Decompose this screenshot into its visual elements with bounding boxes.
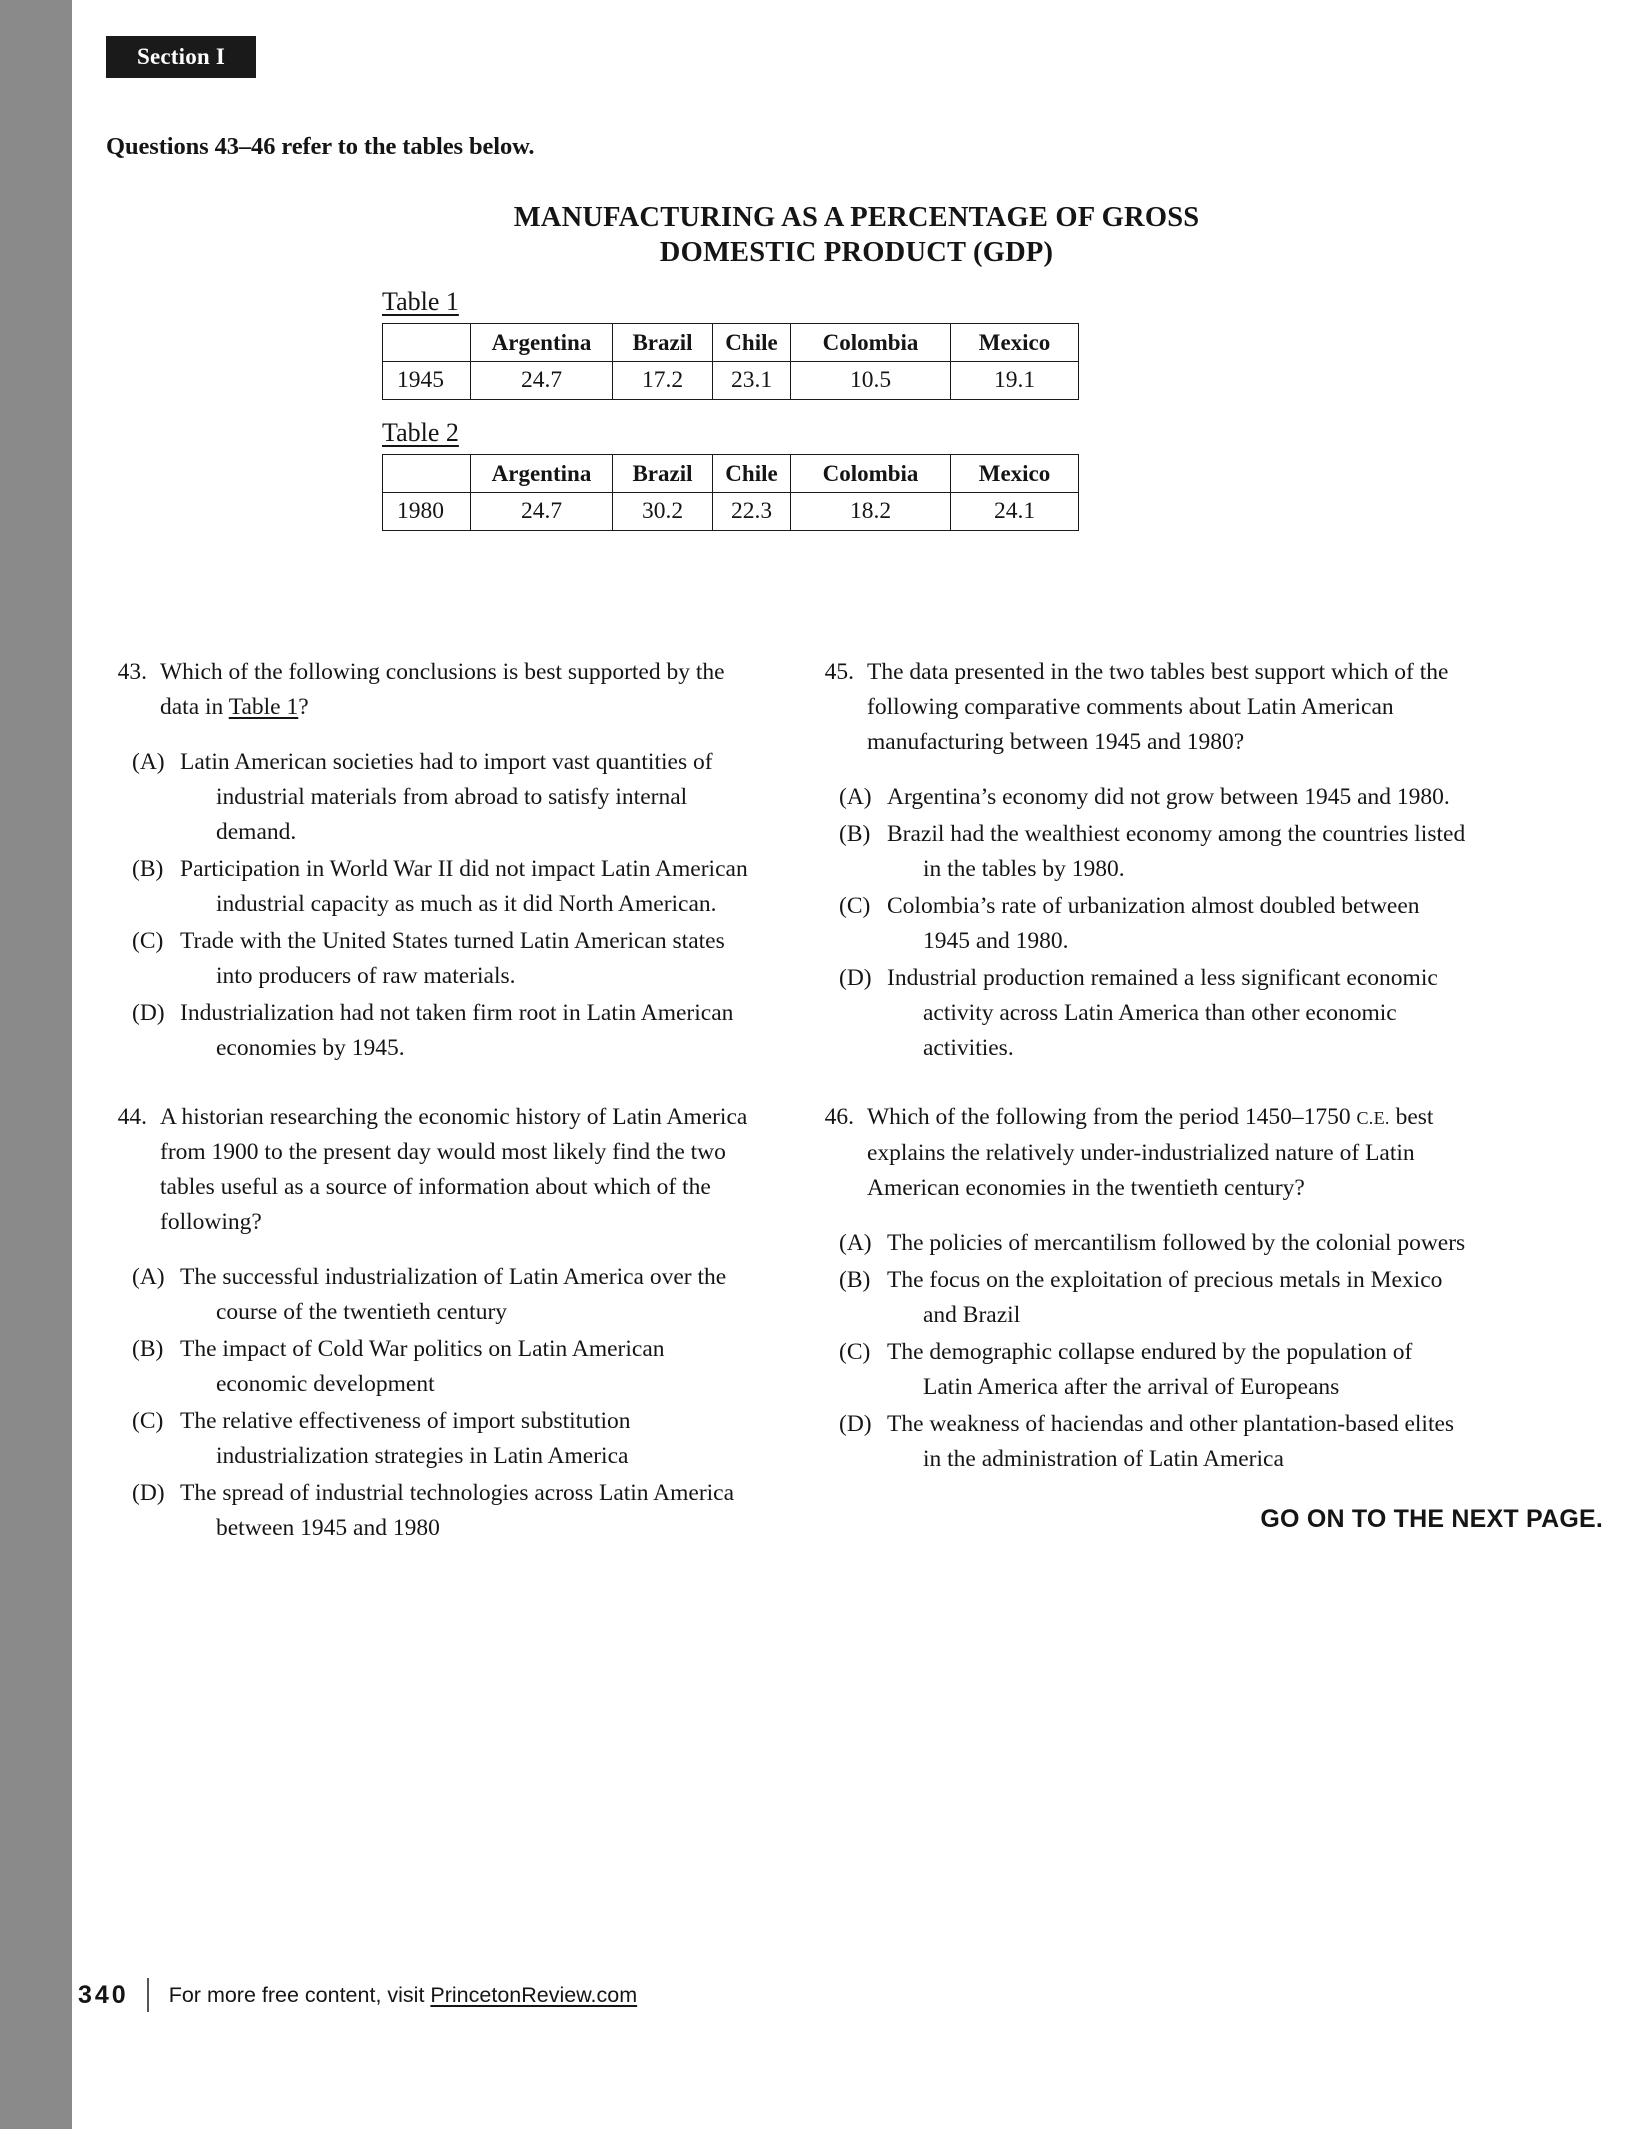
- choice-46-b-label: (B): [839, 1267, 871, 1293]
- choice-46-d[interactable]: [817, 1407, 1467, 1477]
- choice-43-c-text: Trade with the United States turned Latin American states into producers of raw materials.: [180, 928, 725, 989]
- footer-text-before: For more free content, visit: [168, 1982, 431, 2007]
- table-row-header: [383, 455, 1079, 493]
- question-46-stem-pre: Which of the following from the period 1450–1750: [867, 1104, 1357, 1130]
- question-45: [817, 655, 1467, 1066]
- table-2-header-argentina: Argentina: [471, 455, 613, 493]
- question-46-stem-post: best explains the relatively under-industrialized nature of Latin American economies in the twentieth century?: [867, 1104, 1434, 1201]
- choice-44-c-label: (C): [132, 1408, 164, 1434]
- choice-45-a-text: Argentina’s economy did not grow between 1945 and 1980.: [887, 784, 1450, 810]
- question-45-text: The data presented in the two tables best support which of the following comparative comments about Latin American manufacturing between 1945 and 1980?: [867, 659, 1449, 755]
- table-1-header-argentina: Argentina: [471, 324, 613, 362]
- choice-45-d-label: (D): [839, 965, 872, 991]
- choice-44-a-text: The successful industrialization of Latin America over the course of the twentieth century: [180, 1264, 727, 1325]
- question-45-choices: [817, 780, 1467, 1066]
- table-1-caption: Table 1: [382, 287, 459, 316]
- choice-46-d-text: The weakness of haciendas and other plantation-based elites in the administration of Latin America: [887, 1411, 1455, 1472]
- question-43-stem-pre: Which of the following conclusions is best supported by the data in: [160, 659, 725, 720]
- choice-43-a-text: Latin American societies had to import vast quantities of industrial materials from abroad to satisfy internal demand.: [180, 749, 713, 845]
- choice-45-b[interactable]: [817, 817, 1467, 887]
- page-number: 340: [78, 1980, 129, 2009]
- choice-43-b-text: Participation in World War II did not impact Latin American industrial capacity as much as it did North American.: [180, 856, 748, 917]
- choice-45-a-label: (A): [839, 784, 872, 810]
- table-row: [383, 493, 1079, 531]
- table-2-header-corner: [383, 455, 471, 493]
- table-1-value-argentina: 24.7: [471, 362, 613, 400]
- section-badge: [106, 36, 256, 78]
- question-45-number: 45.: [824, 659, 854, 685]
- choice-46-b-text: The focus on the exploitation of precious metals in Mexico and Brazil: [887, 1267, 1443, 1328]
- table-2-value-brazil: 30.2: [613, 493, 713, 531]
- table-2-value-colombia: 18.2: [791, 493, 951, 531]
- choice-46-a-label: (A): [839, 1230, 872, 1256]
- table-1-header-colombia: Colombia: [791, 324, 951, 362]
- table-2-block: [382, 418, 1079, 531]
- table-2: [382, 454, 1079, 531]
- choice-43-a[interactable]: [110, 745, 760, 850]
- exam-page: [72, 0, 1641, 2129]
- page-gutter-band: [0, 0, 72, 2129]
- question-column-right: [817, 655, 1467, 1511]
- choice-45-b-text: Brazil had the wealthiest economy among the countries listed in the tables by 1980.: [887, 821, 1466, 882]
- table-2-value-argentina: 24.7: [471, 493, 613, 531]
- table-1-header-brazil: Brazil: [613, 324, 713, 362]
- choice-45-a[interactable]: [817, 780, 1467, 815]
- footer-divider: [147, 1978, 149, 2012]
- question-44-text: A historian researching the economic history of Latin America from 1900 to the present day would most likely find the two tables useful as a source of information about which of the following?: [160, 1104, 748, 1235]
- go-on-notice: GO ON TO THE NEXT PAGE.: [1260, 1505, 1603, 1533]
- table-1-block: [382, 287, 1079, 400]
- choice-46-c-label: (C): [839, 1339, 871, 1365]
- table-1-header-chile: Chile: [713, 324, 791, 362]
- question-44: [110, 1100, 760, 1546]
- question-46-stem: [817, 1100, 1467, 1206]
- choice-45-d-text: Industrial production remained a less significant economic activity across Latin America than other economic activities.: [887, 965, 1438, 1061]
- choice-44-a-label: (A): [132, 1264, 165, 1290]
- page-footer: [72, 1972, 1641, 2018]
- question-43-number: 43.: [117, 659, 147, 685]
- choice-46-c-text: The demographic collapse endured by the population of Latin America after the arrival of Europeans: [887, 1339, 1413, 1400]
- choice-43-c[interactable]: [110, 924, 760, 994]
- table-1-header-corner: [383, 324, 471, 362]
- table-2-value-mexico: 24.1: [951, 493, 1079, 531]
- table-2-header-chile: Chile: [713, 455, 791, 493]
- choice-43-b-label: (B): [132, 856, 164, 882]
- table-row: [383, 362, 1079, 400]
- table-2-caption: Table 2: [382, 418, 459, 447]
- choice-44-b-label: (B): [132, 1336, 164, 1362]
- question-43: [110, 655, 760, 1066]
- choice-43-a-label: (A): [132, 749, 165, 775]
- choice-43-b[interactable]: [110, 852, 760, 922]
- choice-43-d[interactable]: [110, 996, 760, 1066]
- choice-45-c-label: (C): [839, 893, 871, 919]
- choice-45-c-text: Colombia’s rate of urbanization almost doubled between 1945 and 1980.: [887, 893, 1420, 954]
- question-44-number: 44.: [117, 1104, 147, 1130]
- table-1-header-mexico: Mexico: [951, 324, 1079, 362]
- choice-44-d-label: (D): [132, 1480, 165, 1506]
- choice-44-b[interactable]: [110, 1332, 760, 1402]
- stimulus-title: [72, 200, 1641, 270]
- table-2-year: 1980: [383, 493, 471, 531]
- choice-43-c-label: (C): [132, 928, 164, 954]
- table-1-year: 1945: [383, 362, 471, 400]
- choice-44-d[interactable]: [110, 1476, 760, 1546]
- question-46-text: [867, 1100, 1467, 1206]
- choice-44-b-text: The impact of Cold War politics on Latin American economic development: [180, 1336, 665, 1397]
- question-43-choices: [110, 745, 760, 1066]
- question-46-era-abbrev: C.E.: [1356, 1108, 1390, 1128]
- question-43-stem-underline: Table 1: [228, 694, 299, 720]
- choice-44-c-text: The relative effectiveness of import substitution industrialization strategies in Latin America: [180, 1408, 631, 1469]
- table-1: [382, 323, 1079, 400]
- table-2-header-colombia: Colombia: [791, 455, 951, 493]
- footer-text: [169, 1983, 637, 2008]
- choice-43-d-text: Industrialization had not taken firm root in Latin American economies by 1945.: [180, 1000, 734, 1061]
- table-2-value-chile: 22.3: [713, 493, 791, 531]
- choice-45-c[interactable]: [817, 889, 1467, 959]
- table-1-value-brazil: 17.2: [613, 362, 713, 400]
- choice-43-d-label: (D): [132, 1000, 165, 1026]
- choice-46-b[interactable]: [817, 1263, 1467, 1333]
- table-2-header-brazil: Brazil: [613, 455, 713, 493]
- choice-46-c[interactable]: [817, 1335, 1467, 1405]
- choice-45-b-label: (B): [839, 821, 871, 847]
- question-45-stem: [817, 655, 1467, 760]
- question-43-text: [160, 655, 760, 725]
- question-43-stem-post: ?: [298, 694, 309, 720]
- choice-46-a[interactable]: [817, 1226, 1467, 1261]
- choice-45-d[interactable]: [817, 961, 1467, 1066]
- question-column-left: [110, 655, 760, 1580]
- choice-46-a-text: The policies of mercantilism followed by the colonial powers: [887, 1230, 1466, 1256]
- choice-44-c[interactable]: [110, 1404, 760, 1474]
- table-2-header-mexico: Mexico: [951, 455, 1079, 493]
- question-46-number: 46.: [824, 1104, 854, 1130]
- choice-44-a[interactable]: [110, 1260, 760, 1330]
- stimulus-title-line-2: DOMESTIC PRODUCT (GDP): [659, 237, 1054, 268]
- table-1-value-colombia: 10.5: [791, 362, 951, 400]
- choice-44-d-text: The spread of industrial technologies across Latin America between 1945 and 1980: [180, 1480, 735, 1541]
- question-44-choices: [110, 1260, 760, 1546]
- question-43-stem: [110, 655, 760, 725]
- table-row-header: [383, 324, 1079, 362]
- question-46-choices: [817, 1226, 1467, 1477]
- directions-line: Questions 43–46 refer to the tables below.: [106, 133, 535, 160]
- question-46: [817, 1100, 1467, 1477]
- section-label: Section I: [136, 44, 226, 69]
- table-1-value-chile: 23.1: [713, 362, 791, 400]
- question-44-stem: [110, 1100, 760, 1240]
- stimulus-title-line-1: MANUFACTURING AS A PERCENTAGE OF GROSS: [513, 202, 1200, 233]
- table-1-value-mexico: 19.1: [951, 362, 1079, 400]
- choice-46-d-label: (D): [839, 1411, 872, 1437]
- footer-link[interactable]: PrincetonReview.com: [430, 1982, 638, 2007]
